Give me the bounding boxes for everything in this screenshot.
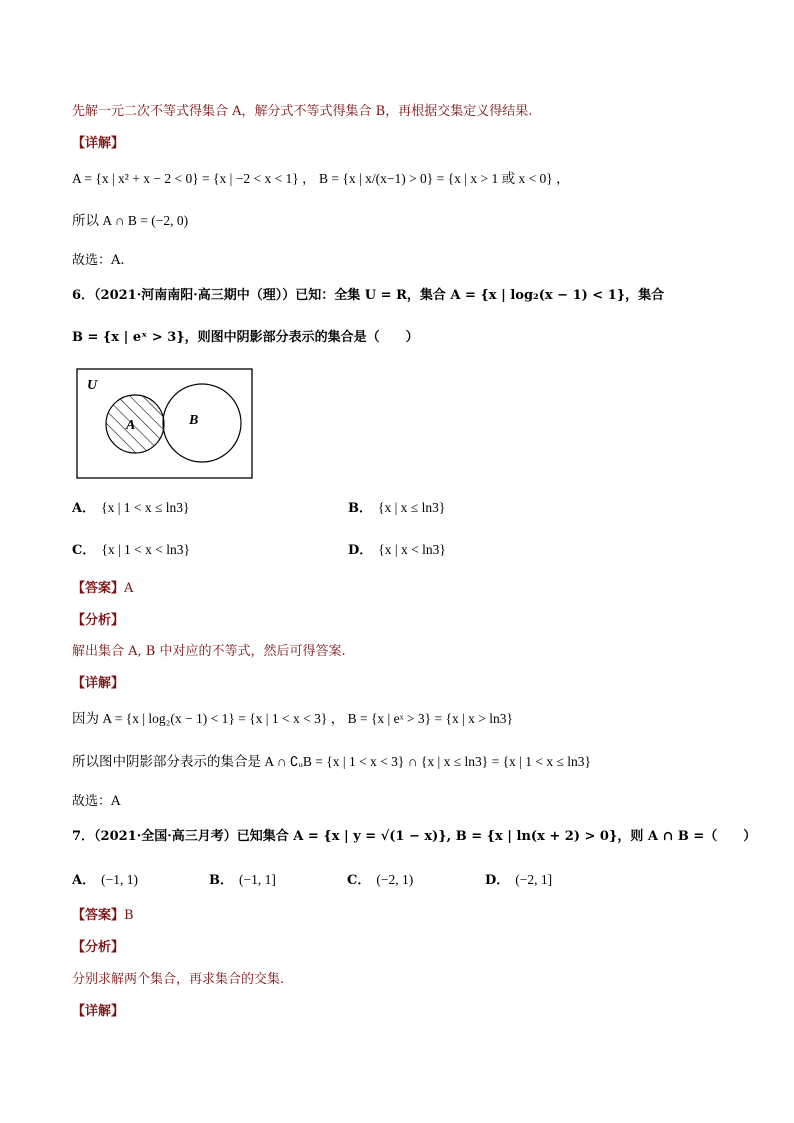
q7-detail-label: 【详解】 [72, 1004, 125, 1019]
q6-stem-line1: 6．（2021·河南南阳·高三期中（理））已知：全集 U = R，集合 A = {x | log₂(x − 1) < 1}，集合 [72, 288, 665, 303]
q6-detail-line2: 所以图中阴影部分表示的集合是 A ∩ ∁ᵤB = {x | 1 < x < 3} ∩ {x | x ≤ ln3} = {x | 1 < x ≤ ln3} [72, 754, 592, 769]
q6-analysis-label: 【分析】 [72, 613, 125, 628]
q7-answer [72, 907, 134, 925]
q7-analysis-label: 【分析】 [72, 940, 125, 955]
set-a-label: A [126, 418, 136, 433]
q7-option-b[interactable]: B． (−1, 1] [209, 872, 276, 888]
q7-analysis-text: 分别求解两个集合，再求集合的交集. [72, 972, 285, 987]
q6-option-c[interactable]: C． {x | 1 < x < ln3} [72, 542, 190, 558]
venn-diagram [76, 368, 254, 480]
q6-stem-line2: B = {x | eˣ > 3}，则图中阴影部分表示的集合是（ ） [72, 330, 419, 345]
q7-answer-value: B [124, 908, 134, 923]
q6-answer-label: 【答案】 [72, 581, 125, 596]
q6-option-b[interactable]: B． {x | x ≤ ln3} [348, 500, 446, 516]
q6-answer [72, 580, 133, 598]
set-b-label: B [189, 413, 199, 428]
q7-answer-label: 【答案】 [72, 908, 125, 923]
q6-analysis-text: 解出集合 A, B 中对应的不等式，然后可得答案. [72, 644, 346, 659]
q6-option-a[interactable]: A． {x | 1 < x ≤ ln3} [72, 500, 190, 516]
q7-option-a[interactable]: A． (−1, 1) [72, 872, 138, 888]
q5-detail-formula: A = {x | x² + x − 2 < 0} = {x | −2 < x < 1} ， B = {x | x/(x−1) > 0} = {x | x > 1 或 x < 0} ， [72, 171, 570, 186]
q6-detail-line1: 因为 A = {x | log₂(x − 1) < 1} = {x | 1 < x < 3} ， B = {x | eˣ > 3} = {x | x > ln3} [72, 711, 514, 726]
q6-answer-value: A [124, 581, 134, 596]
q5-conclusion: 所以 A ∩ B = (−2, 0) [72, 213, 189, 228]
q5-analysis-text: 先解一元二次不等式得集合 A，解分式不等式得集合 B，再根据交集定义得结果. [72, 104, 533, 119]
universe-label: U [87, 378, 98, 393]
q5-detail-label: 【详解】 [72, 136, 125, 151]
q6-detail-label: 【详解】 [72, 676, 125, 691]
q5-answer-line: 故选：A. [72, 253, 125, 268]
q6-final: 故选：A [72, 794, 121, 809]
shaded-region [76, 368, 254, 480]
q7-option-c[interactable]: C． (−2, 1) [347, 872, 414, 888]
q7-option-d[interactable]: D． (−2, 1] [485, 872, 553, 888]
q7-stem: 7．（2021·全国·高三月考）已知集合 A = {x | y = √(1 − x)}, B = {x | ln(x + 2) > 0}，则 A ∩ B =（ ） [72, 829, 757, 844]
set-b-circle [163, 384, 241, 462]
q6-option-d[interactable]: D． {x | x < ln3} [348, 542, 446, 558]
